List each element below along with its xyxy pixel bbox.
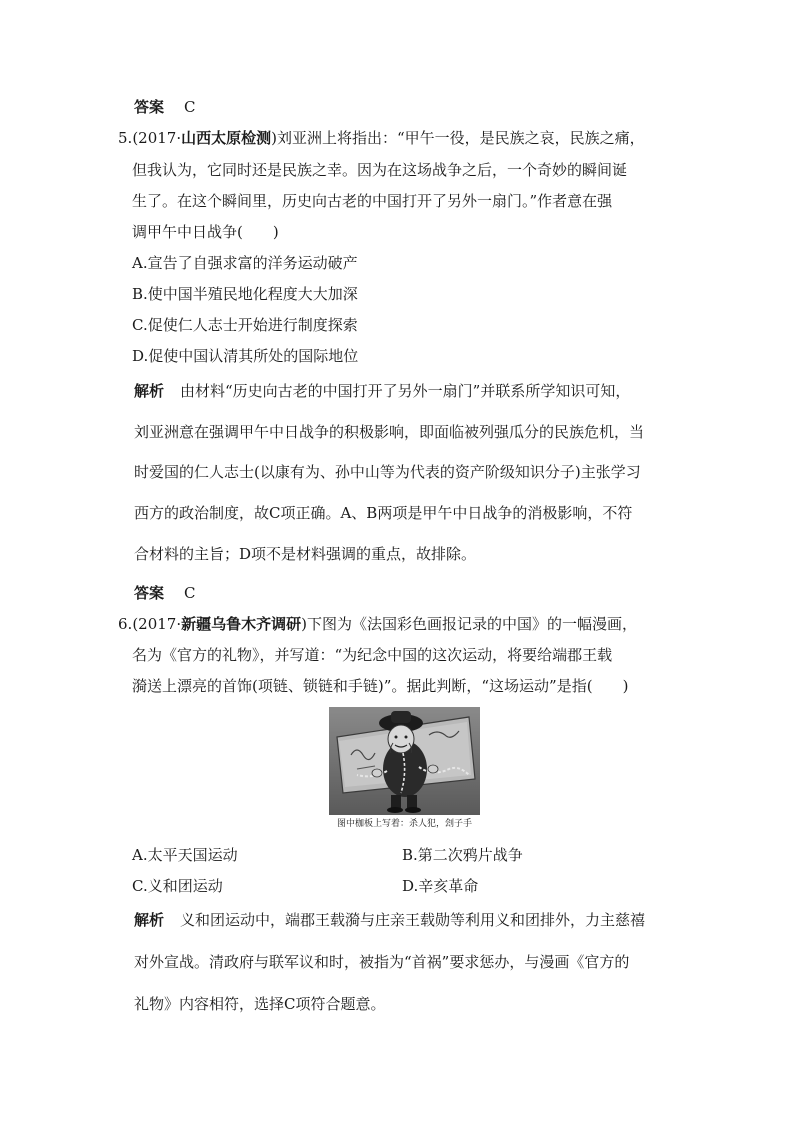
analysis-text: 由材料“历史向古老的中国打开了另外一扇门”并联系所学知识可知，	[180, 382, 631, 400]
question-source-place: 新疆乌鲁木齐调研	[181, 615, 302, 633]
question-source: (2017·	[132, 615, 182, 633]
analysis-line-1	[134, 910, 645, 930]
cartoon-image	[329, 707, 480, 815]
analysis-line-3: 礼物》内容相符，选择C项符合题意。	[134, 995, 386, 1013]
question-source: (2017·	[132, 129, 182, 147]
analysis-line-2: 刘亚洲意在强调甲午中日战争的积极影响，即面临被列强瓜分的民族危机，当	[134, 423, 645, 441]
question-6-line-1	[118, 614, 637, 634]
question-6-line-3: 漪送上漂亮的首饰(项链、锁链和手链)”。据此判断，“这场运动”是指( )	[132, 677, 629, 695]
cartoon-illustration	[329, 707, 480, 815]
question-text: )下图为《法国彩色画报记录的中国》的一幅漫画，	[301, 615, 637, 633]
answer-label: 答案	[134, 98, 165, 116]
answer-line	[134, 583, 196, 603]
analysis-label: 解析	[134, 911, 165, 929]
question-source-place: 山西太原检测	[181, 129, 272, 147]
question-5-line-1	[118, 128, 645, 148]
question-text: )刘亚洲上将指出：“甲午一役，是民族之哀，民族之痛，	[271, 129, 645, 147]
option-d: D.促使中国认清其所处的国际地位	[132, 347, 359, 365]
analysis-line-4: 西方的政治制度，故C项正确。A、B两项是甲午中日战争的消极影响，不符	[134, 504, 633, 522]
answer-value: C	[184, 584, 196, 602]
analysis-line-3: 时爱国的仁人志士(以康有为、孙中山等为代表的资产阶级知识分子)主张学习	[134, 463, 641, 481]
answer-value: C	[184, 98, 196, 116]
question-5-line-2: 但我认为，它同时还是民族之幸。因为在这场战争之后，一个奇妙的瞬间诞	[132, 161, 628, 179]
option-a: A.宣告了自强求富的洋务运动破产	[132, 254, 358, 272]
analysis-line-2: 对外宣战。清政府与联军议和时，被指为“首祸”要求惩办，与漫画《官方的	[134, 953, 630, 971]
option-b: B.使中国半殖民地化程度大大加深	[132, 285, 358, 303]
option-d: D.辛亥革命	[402, 877, 479, 895]
question-5-line-3: 生了。在这个瞬间里，历史向古老的中国打开了另外一扇门。”作者意在强	[132, 192, 613, 210]
question-6-line-2: 名为《官方的礼物》，并写道：“为纪念中国的这次运动，将要给端郡王载	[132, 646, 613, 664]
question-5-line-4: 调甲午中日战争( )	[132, 223, 279, 241]
analysis-line-1	[134, 381, 630, 401]
question-number: 6.	[118, 615, 133, 633]
question-number: 5.	[118, 129, 133, 147]
analysis-line-5: 合材料的主旨；D项不是材料强调的重点，故排除。	[134, 545, 477, 563]
analysis-label: 解析	[134, 382, 165, 400]
option-b: B.第二次鸦片战争	[402, 846, 523, 864]
analysis-text: 义和团运动中，端郡王载漪与庄亲王载勋等利用义和团排外，力主慈禧	[180, 911, 646, 929]
option-c: C.义和团运动	[132, 877, 223, 895]
figure-caption: 图中枷板上写着：杀人犯，刽子手	[336, 819, 472, 829]
option-a: A.太平天国运动	[132, 846, 238, 864]
answer-label: 答案	[134, 584, 165, 602]
option-c: C.促使仁人志士开始进行制度探索	[132, 316, 358, 334]
answer-line	[134, 97, 196, 117]
